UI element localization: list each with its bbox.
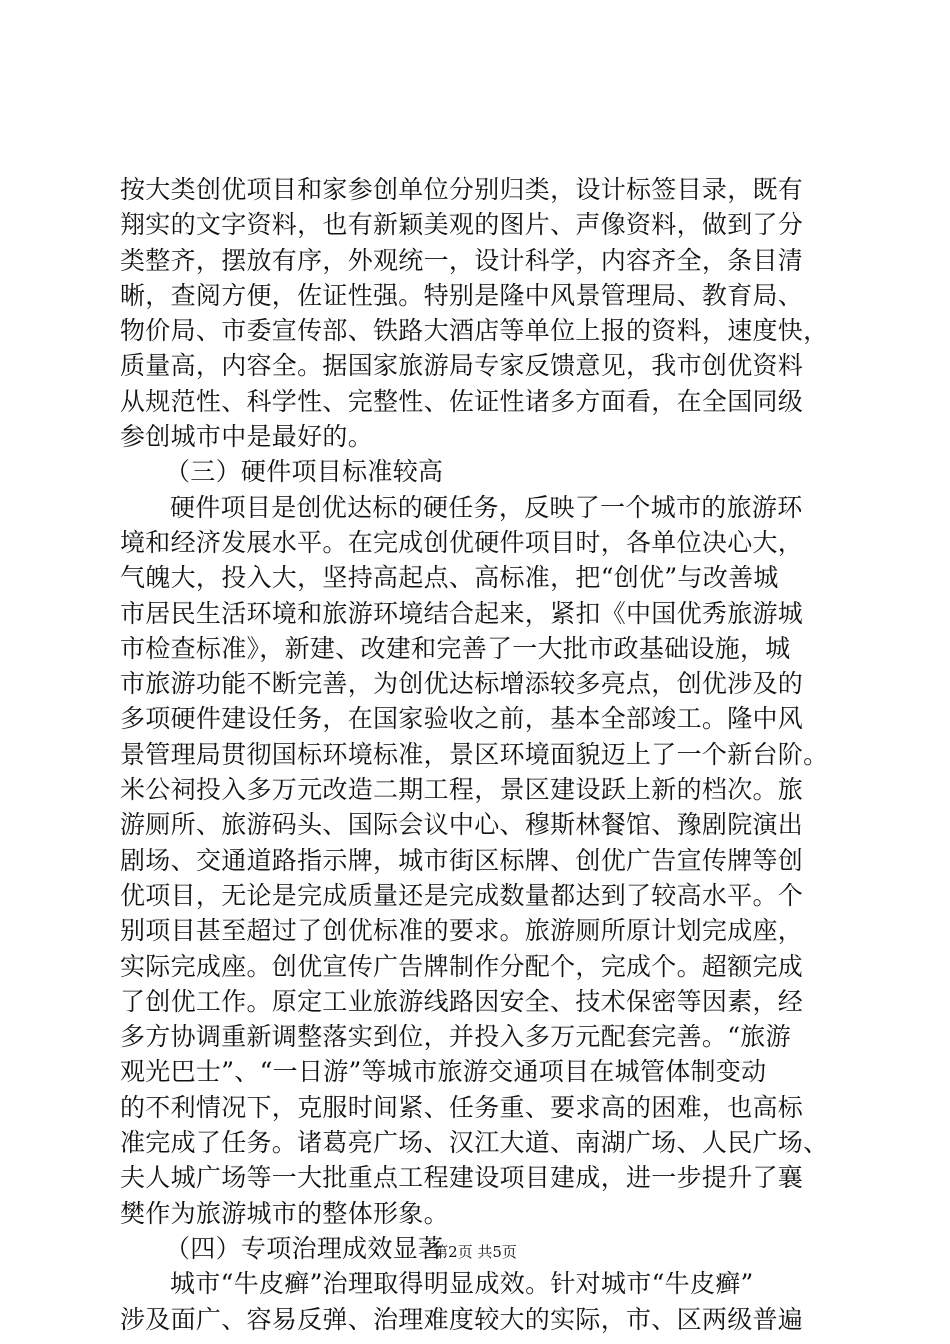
text-line: 硬件项目是创优达标的硬任务，反映了一个城市的旅游环 [170,492,803,522]
text-line: 米公祠投入多万元改造二期工程，景区建设跃上新的档次。旅 [120,775,804,805]
section-heading: （四）专项治理成效显著 [165,1233,444,1263]
text-line: 城市“牛皮癣”治理取得明显成效。针对城市“牛皮癣” [170,1269,754,1299]
text-line: 质量高，内容全。据国家旅游局专家反馈意见，我市创优资料 [120,351,804,381]
text-line: 剧场、交通道路指示牌，城市街区标牌、创优广告宣传牌等创 [120,845,804,875]
text-line: 境和经济发展水平。在完成创优硬件项目时，各单位决心大， [120,527,804,557]
text-line: 樊作为旅游城市的整体形象。 [120,1198,449,1228]
text-line: 景管理局贯彻国标环境标准，景区环境面貌迈上了一个新台阶。 [120,739,829,769]
text-line: 准完成了任务。诸葛亮广场、汉江大道、南湖广场、人民广场、 [120,1128,829,1158]
text-line: 实际完成座。创优宣传广告牌制作分配个，完成个。超额完成 [120,951,804,981]
text-line: 从规范性、科学性、完整性、佐证性诸多方面看，在全国同级 [120,386,804,416]
text-line: 市检查标准》，新建、改建和完善了一大批市政基础设施，城 [120,633,791,663]
text-line: 优项目，无论是完成质量还是完成数量都达到了较高水平。个 [120,880,804,910]
text-line: 了创优工作。原定工业旅游线路因安全、技术保密等因素，经 [120,986,804,1016]
text-line: 多方协调重新调整落实到位，并投入多万元配套完善。“旅游 [120,1022,791,1052]
section-heading: （三）硬件项目标准较高 [165,457,444,487]
text-line: 游厕所、旅游码头、国际会议中心、穆斯林餐馆、豫剧院演出 [120,810,804,840]
document-body [120,172,840,1337]
text-line: 的不利情况下，克服时间紧、任务重、要求高的困难，也高标 [120,1092,804,1122]
text-line: 别项目甚至超过了创优标准的要求。旅游厕所原计划完成座， [120,916,804,946]
text-line: 市旅游功能不断完善，为创优达标增添较多亮点，创优涉及的 [120,669,804,699]
text-line: 类整齐，摆放有序，外观统一，设计科学，内容齐全，条目清 [120,245,804,275]
text-line: 夫人城广场等一大批重点工程建设项目建成，进一步提升了襄 [120,1163,804,1193]
text-line: 多项硬件建设任务，在国家验收之前，基本全部竣工。隆中风 [120,704,804,734]
text-line: 参创城市中是最好的。 [120,422,374,452]
text-line: 物价局、市委宣传部、铁路大酒店等单位上报的资料，速度快， [120,316,829,346]
text-line: 观光巴士”、“一日游”等城市旅游交通项目在城管体制变动 [120,1057,767,1087]
text-line: 晰，查阅方便，佐证性强。特别是隆中风景管理局、教育局、 [120,280,804,310]
text-line: 按大类创优项目和家参创单位分别归类，设计标签目录，既有 [120,175,804,204]
text-line: 翔实的文字资料，也有新颖美观的图片、声像资料，做到了分 [120,210,804,240]
text-line: 市居民生活环境和旅游环境结合起来，紧扣《中国优秀旅游城 [120,598,804,628]
text-line: 涉及面广、容易反弹、治理难度较大的实际，市、区两级普遍 [120,1304,804,1334]
page-footer [0,1242,950,1262]
page-number-label: 第2页 共5页 [433,1243,517,1261]
text-line: 气魄大，投入大，坚持高起点、高标准，把“创优”与改善城 [120,563,779,593]
